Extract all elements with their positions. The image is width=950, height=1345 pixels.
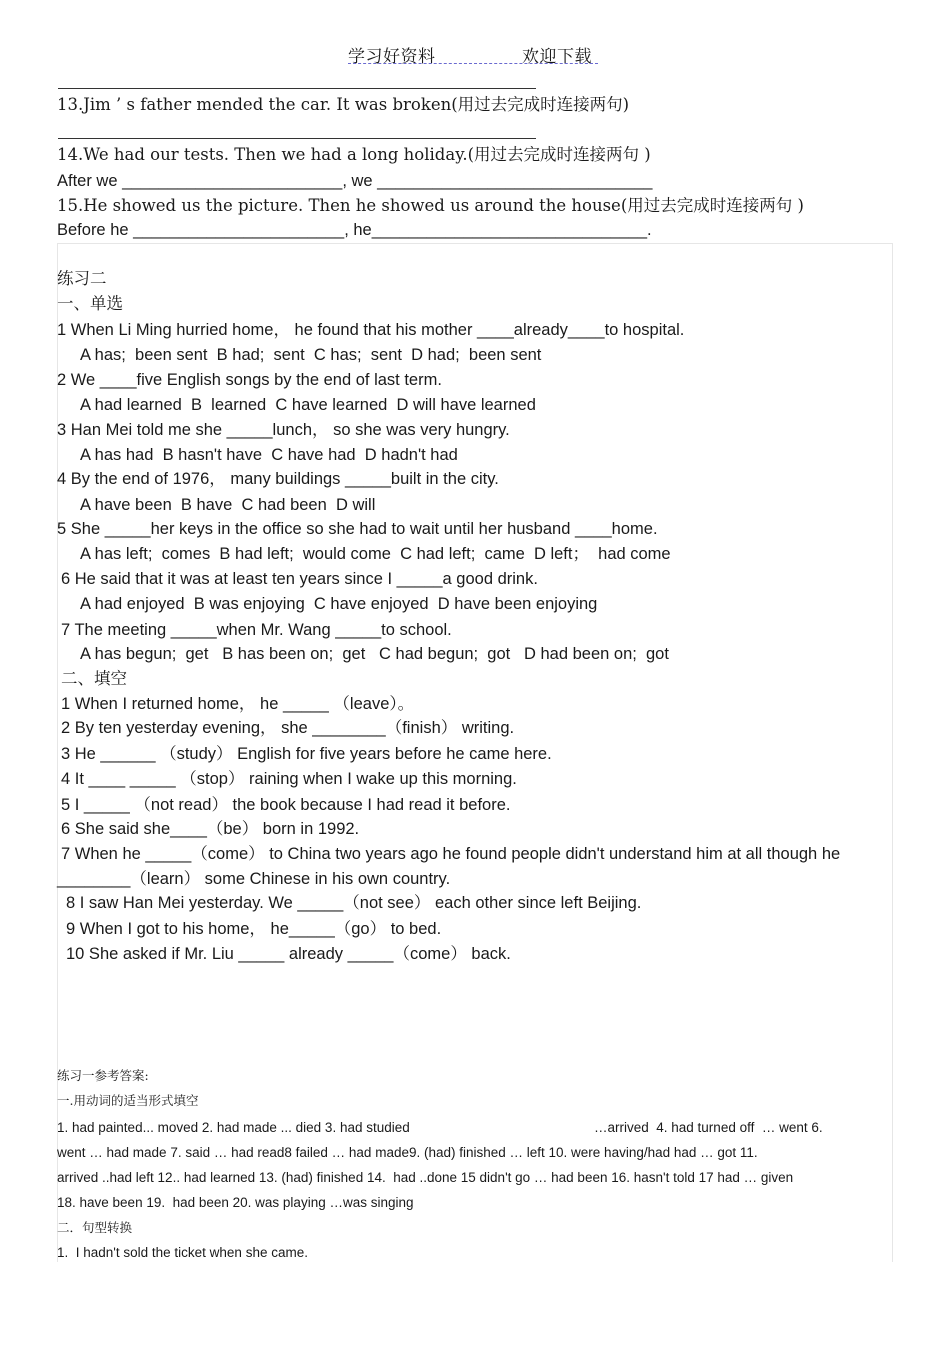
question-15: 15.He showed us the picture. Then he showed us around the house(用过去完成时连接两句 ) [57, 196, 804, 215]
answer-line [58, 138, 536, 139]
question-14-fill: After we ________________________, we ______________________________ [57, 172, 653, 190]
answer-line-text: 1. had painted... moved 2. had made ... died 3. had studied [57, 1120, 410, 1135]
question-15-fill: Before he _______________________, he______________________________. [57, 221, 652, 239]
fill-question-continued: ________（learn） some Chinese in his own country. [57, 870, 451, 888]
fill-question: 1 When I returned home， he _____ （leave）。 [61, 695, 415, 713]
mc-question: 7 The meeting _____when Mr. Wang _____to school. [61, 621, 452, 639]
mc-question: 6 He said that it was at least ten years since I _____a good drink. [61, 570, 538, 588]
mc-options: A have been B have C had been D will [80, 496, 376, 514]
fill-question: 7 When he _____（come） to China two years ago he found people didn't understand him at all though he [61, 845, 841, 863]
mc-options: A has begun; get B has been on; get C had begun; got D had been on; got [80, 645, 669, 663]
answers-section-1-title: 一.用动词的适当形式填空 [57, 1093, 199, 1108]
fill-question: 10 She asked if Mr. Liu _____ already _____（come） back. [66, 945, 511, 963]
mc-options: A had enjoyed B was enjoying C have enjoyed D have been enjoying [80, 595, 598, 613]
part-1-title: 一、单选 [57, 294, 123, 313]
header-underline [348, 63, 598, 64]
answer-line-text: went … had made 7. said … had read8 failed … had made9. (had) finished … left 10. were having/had had … got 11. [57, 1145, 758, 1160]
header-left-text: 学习好资料 [348, 47, 436, 67]
mc-options: A has had B hasn't have C have had D hadn't had [80, 446, 458, 464]
mc-options: A had learned B learned C have learned D will have learned [80, 396, 536, 414]
fill-question: 4 It ____ _____ （stop） raining when I wake up this morning. [61, 770, 517, 788]
mc-question: 3 Han Mei told me she _____lunch， so she was very hungry. [57, 421, 510, 439]
mc-question: 2 We ____five English songs by the end of last term. [57, 371, 442, 389]
header-right-text: 欢迎下载 [522, 47, 592, 67]
exercise-2-title: 练习二 [57, 269, 107, 288]
fill-question: 5 I _____ （not read） the book because I had read it before. [61, 796, 511, 814]
answers-section-2-title: 二．句型转换 [57, 1220, 133, 1235]
question-14: 14.We had our tests. Then we had a long holiday.(用过去完成时连接两句 ) [57, 145, 651, 164]
answer-line-text: 18. have been 19. had been 20. was playing …was singing [57, 1195, 414, 1210]
answer-line-text: arrived ..had left 12.. had learned 13. (had) finished 14. had ..done 15 didn't go … had been 16. hasn't told 17 had … given [57, 1170, 794, 1185]
fill-question: 3 He ______ （study） English for five years before he came here. [61, 745, 552, 763]
fill-question: 9 When I got to his home， he_____（go） to bed. [66, 920, 442, 938]
mc-question: 4 By the end of 1976， many buildings _____built in the city. [57, 470, 499, 488]
mc-options: A has left; comes B had left; would come C had left; came D left； had come [80, 545, 671, 563]
answer-line-overlap: …arrived 4. had turned off … went 6. [594, 1120, 823, 1135]
mc-question: 5 She _____her keys in the office so she had to wait until her husband ____home. [57, 520, 658, 538]
answer-line [58, 88, 536, 89]
part-2-title: 二、填空 [61, 669, 127, 688]
fill-question: 6 She said she____（be） born in 1992. [61, 820, 360, 838]
answers-title: 练习一参考答案: [57, 1068, 149, 1083]
question-13: 13.Jim ’ s father mended the car. It was broken(用过去完成时连接两句) [57, 95, 630, 114]
mc-options: A has; been sent B had; sent C has; sent D had; been sent [80, 346, 542, 364]
mc-question: 1 When Li Ming hurried home， he found that his mother ____already____to hospital. [57, 321, 685, 339]
answer-line-text: 1. I hadn't sold the ticket when she came. [57, 1245, 308, 1260]
fill-question: 8 I saw Han Mei yesterday. We _____（not see） each other since left Beijing. [66, 894, 642, 912]
fill-question: 2 By ten yesterday evening， she ________（finish） writing. [61, 719, 515, 737]
